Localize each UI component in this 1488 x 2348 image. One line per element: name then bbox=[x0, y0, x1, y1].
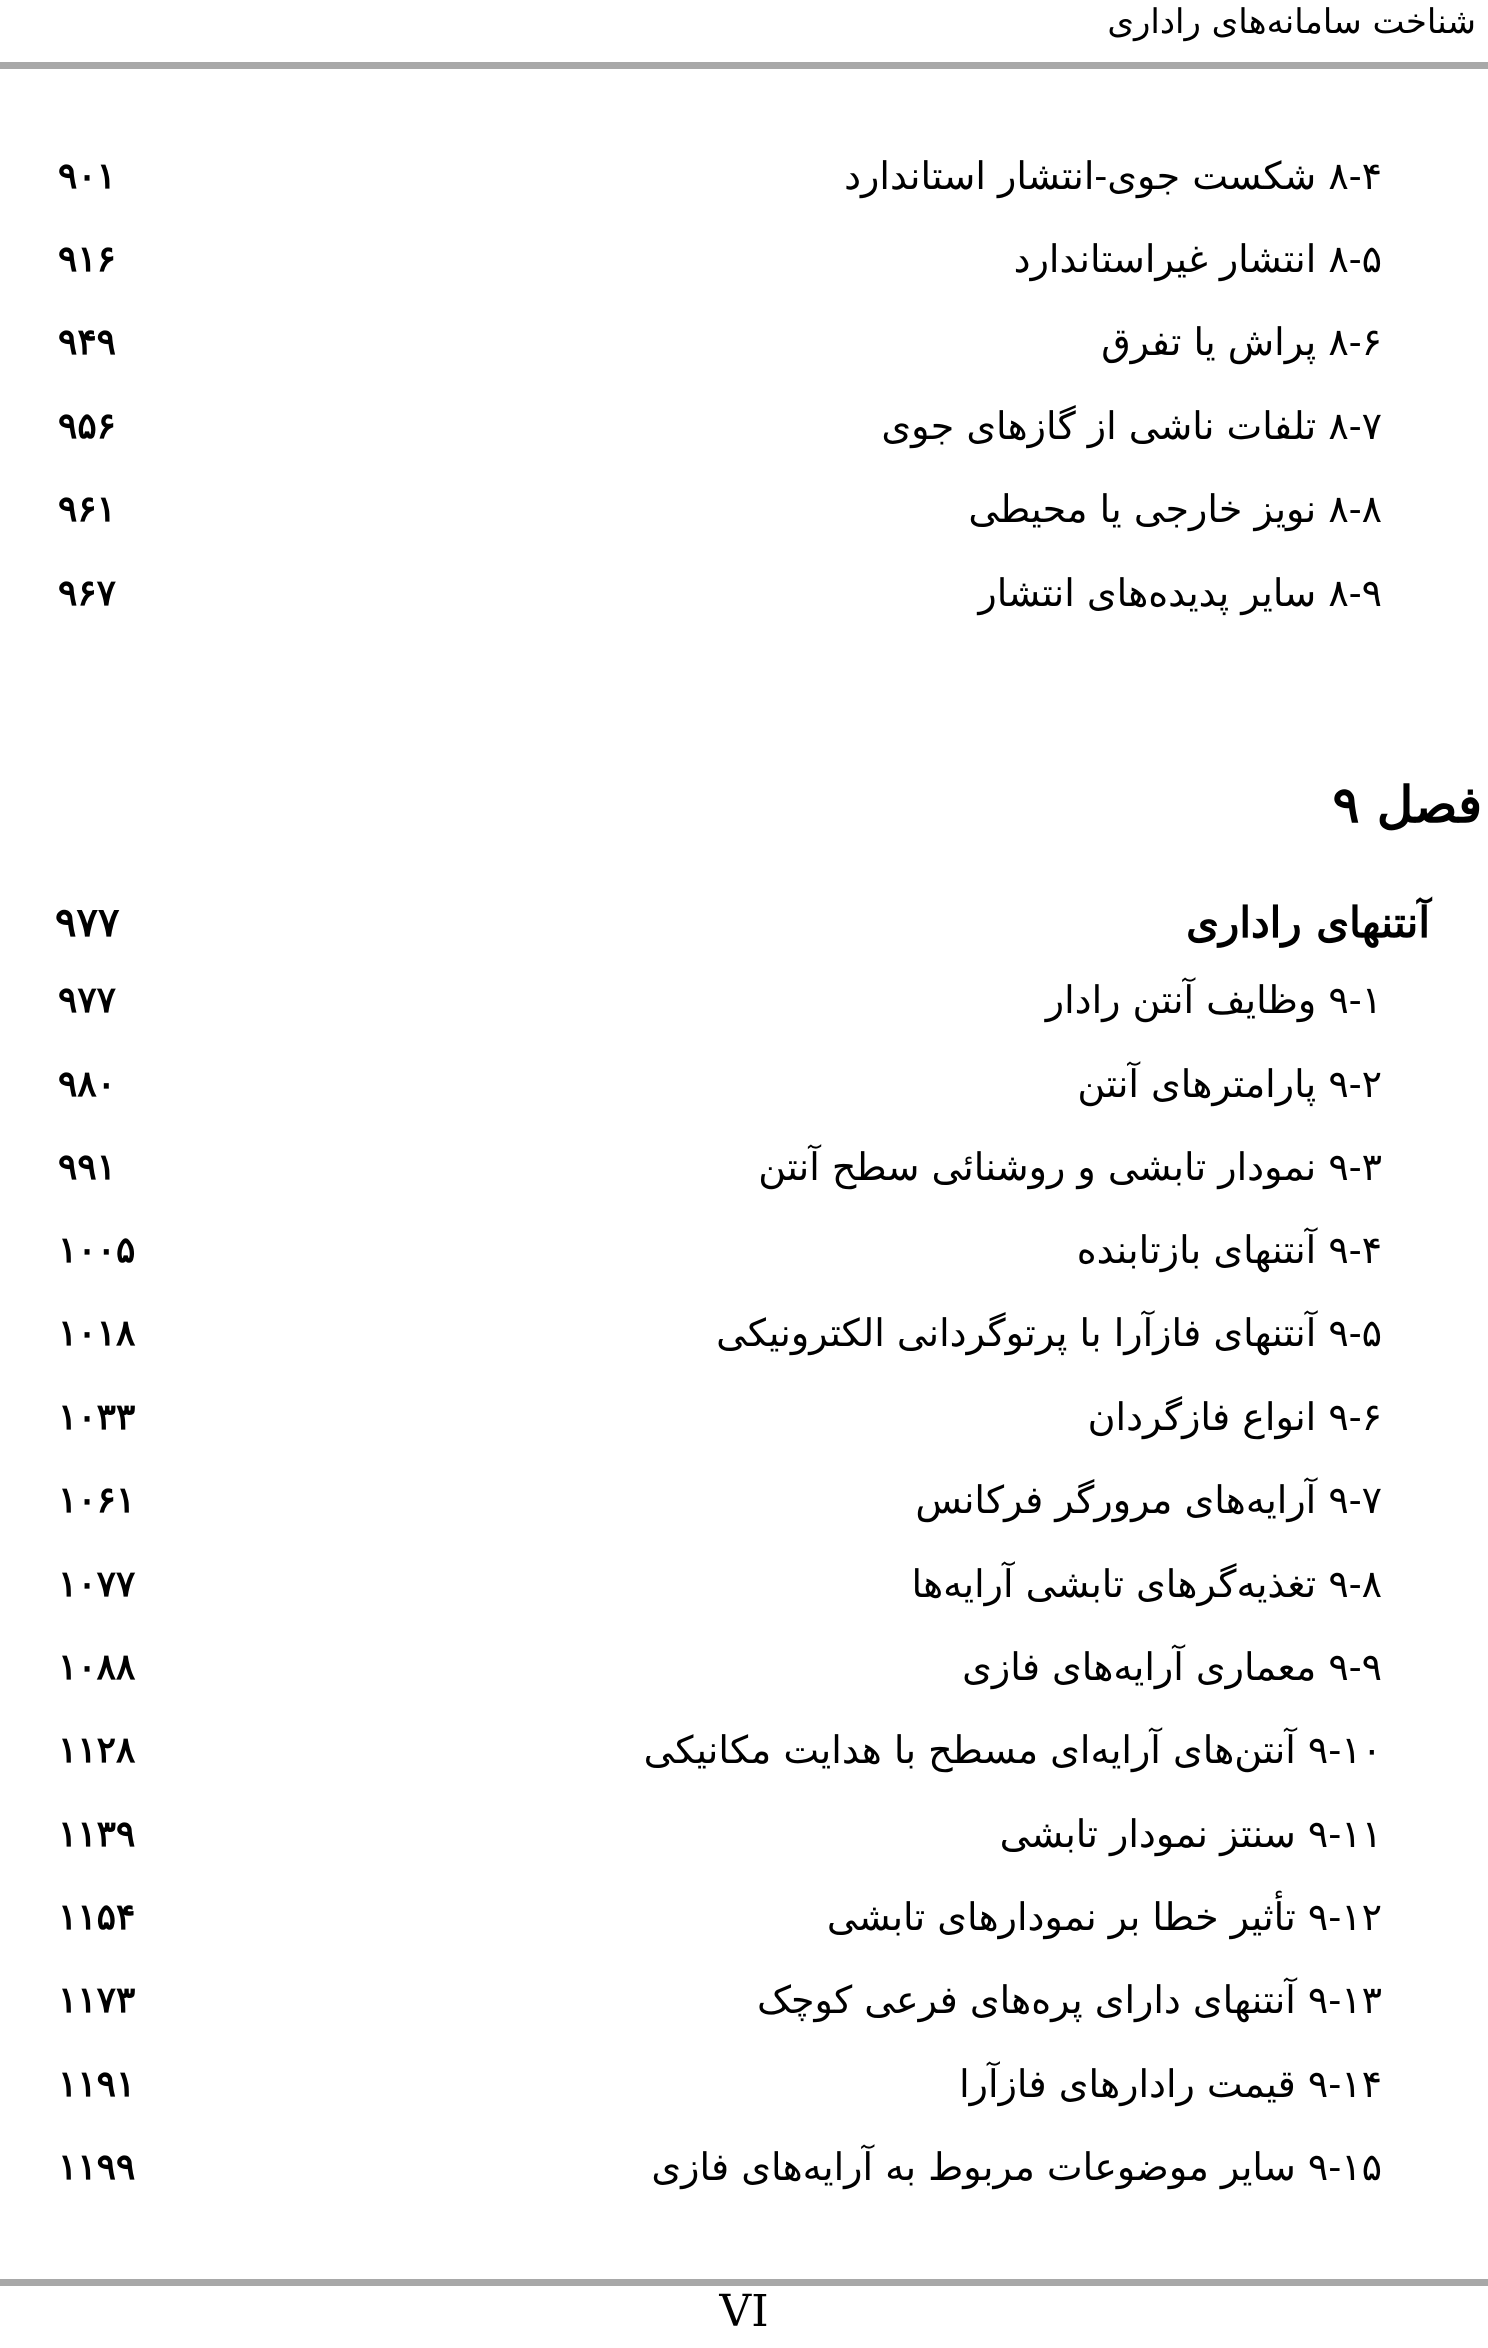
section-title-row[interactable] bbox=[0, 890, 1488, 956]
toc-entry-title: ۹-۱۰ آنتن‌های آرایه‌ای مسطح با هدایت مکانیکی bbox=[643, 1728, 1382, 1772]
toc-entry-title: ۹-۱۲ تأثیر خطا بر نمودارهای تابشی bbox=[826, 1895, 1382, 1939]
toc-entry[interactable] bbox=[0, 1887, 1488, 1947]
toc-entry[interactable] bbox=[0, 1804, 1488, 1864]
toc-entry[interactable] bbox=[0, 2137, 1488, 2197]
toc-entry-title: ۹-۱۱ سنتز نمودار تابشی bbox=[999, 1812, 1382, 1856]
toc-entry-page: ۹۵۶ bbox=[58, 405, 117, 447]
toc-entry-title: ۸-۸ نویز خارجی یا محیطی bbox=[968, 487, 1382, 531]
toc-entry[interactable] bbox=[0, 1637, 1488, 1697]
toc-entry-page: ۱۱۹۱ bbox=[58, 2063, 136, 2105]
toc-entry[interactable] bbox=[0, 1470, 1488, 1530]
toc-entry-page: ۱۱۲۸ bbox=[58, 1729, 136, 1771]
toc-entry[interactable] bbox=[0, 1137, 1488, 1197]
toc-entry[interactable] bbox=[0, 229, 1488, 289]
toc-entry[interactable] bbox=[0, 1970, 1488, 2030]
toc-entry-title: ۹-۲ پارامترهای آنتن bbox=[1077, 1062, 1382, 1106]
header-divider bbox=[0, 62, 1488, 69]
toc-entry-page: ۹۸۰ bbox=[58, 1063, 117, 1105]
toc-entry[interactable] bbox=[0, 479, 1488, 539]
toc-entry[interactable] bbox=[0, 1554, 1488, 1614]
page-number: VI bbox=[719, 2286, 769, 2337]
toc-entry[interactable] bbox=[0, 563, 1488, 623]
toc-entry-page: ۹۴۹ bbox=[58, 321, 117, 363]
toc-entry-page: ۹۶۱ bbox=[58, 488, 117, 530]
toc-entry[interactable] bbox=[0, 1387, 1488, 1447]
toc-entry[interactable] bbox=[0, 2054, 1488, 2114]
toc-entry-page: ۱۰۸۸ bbox=[58, 1646, 136, 1688]
toc-entry[interactable] bbox=[0, 970, 1488, 1030]
toc-entry-title: ۹-۱۵ سایر موضوعات مربوط به آرایه‌های فازی bbox=[651, 2145, 1382, 2189]
toc-entry-title: ۹-۱۴ قیمت رادارهای فازآرا bbox=[959, 2062, 1382, 2106]
toc-entry[interactable] bbox=[0, 1054, 1488, 1114]
toc-entry-page: ۱۰۱۸ bbox=[58, 1312, 136, 1354]
toc-entry-title: ۸-۵ انتشار غیراستاندارد bbox=[1013, 237, 1382, 281]
toc-entry-title: ۸-۷ تلفات ناشی از گازهای جوی bbox=[881, 404, 1382, 448]
chapter-heading: فصل ۹ bbox=[1332, 775, 1482, 834]
toc-entry-title: ۹-۷ آرایه‌های مرورگر فرکانس bbox=[915, 1478, 1382, 1522]
toc-entry[interactable] bbox=[0, 396, 1488, 456]
toc-entry-page: ۱۱۵۴ bbox=[58, 1896, 136, 1938]
toc-entry[interactable] bbox=[0, 1720, 1488, 1780]
toc-entry[interactable] bbox=[0, 1303, 1488, 1363]
toc-entry[interactable] bbox=[0, 312, 1488, 372]
toc-entry-title: ۹-۶ انواع فازگردان bbox=[1087, 1395, 1382, 1439]
section-page: ۹۷۷ bbox=[55, 899, 120, 946]
toc-entry-page: ۱۰۷۷ bbox=[58, 1563, 136, 1605]
toc-entry-title: ۸-۶ پراش یا تفرق bbox=[1101, 320, 1382, 364]
toc-entry-title: ۹-۳ نمودار تابشی و روشنائی سطح آنتن bbox=[758, 1145, 1382, 1189]
toc-entry-page: ۱۱۷۳ bbox=[58, 1979, 136, 2021]
toc-entry-title: ۹-۹ معماری آرایه‌های فازی bbox=[962, 1645, 1382, 1689]
toc-entry-page: ۹۱۶ bbox=[58, 238, 117, 280]
toc-entry[interactable] bbox=[0, 1220, 1488, 1280]
running-head-title: شناخت سامانه‌های راداری bbox=[1107, 2, 1476, 42]
toc-entry-page: ۱۱۳۹ bbox=[58, 1813, 136, 1855]
toc-entry-page: ۹۶۷ bbox=[58, 572, 117, 614]
toc-entry-title: ۹-۱۳ آنتنهای دارای پره‌های فرعی کوچک bbox=[756, 1978, 1382, 2022]
toc-entry-title: ۹-۴ آنتنهای بازتابنده bbox=[1076, 1228, 1382, 1272]
toc-entry-title: ۸-۹ سایر پدیده‌های انتشار bbox=[978, 571, 1382, 615]
toc-entry-page: ۱۰۳۳ bbox=[58, 1396, 136, 1438]
toc-entry-page: ۹۹۱ bbox=[58, 1146, 117, 1188]
toc-entry-page: ۱۰۰۵ bbox=[58, 1229, 136, 1271]
toc-entry-page: ۹۰۱ bbox=[58, 155, 117, 197]
toc-entry-title: ۹-۸ تغذیه‌گرهای تابشی آرایه‌ها bbox=[911, 1562, 1382, 1606]
toc-entry-page: ۱۰۶۱ bbox=[58, 1479, 136, 1521]
section-title: آنتنهای راداری bbox=[1186, 898, 1430, 947]
toc-entry-page: ۱۱۹۹ bbox=[58, 2146, 136, 2188]
toc-entry-title: ۹-۵ آنتنهای فازآرا با پرتوگردانی الکترونیکی bbox=[716, 1311, 1382, 1355]
toc-entry-page: ۹۷۷ bbox=[58, 979, 117, 1021]
toc-entry[interactable] bbox=[0, 146, 1488, 206]
toc-entry-title: ۹-۱ وظایف آنتن رادار bbox=[1045, 978, 1382, 1022]
toc-entry-title: ۸-۴ شکست جوی-انتشار استاندارد bbox=[844, 154, 1382, 198]
